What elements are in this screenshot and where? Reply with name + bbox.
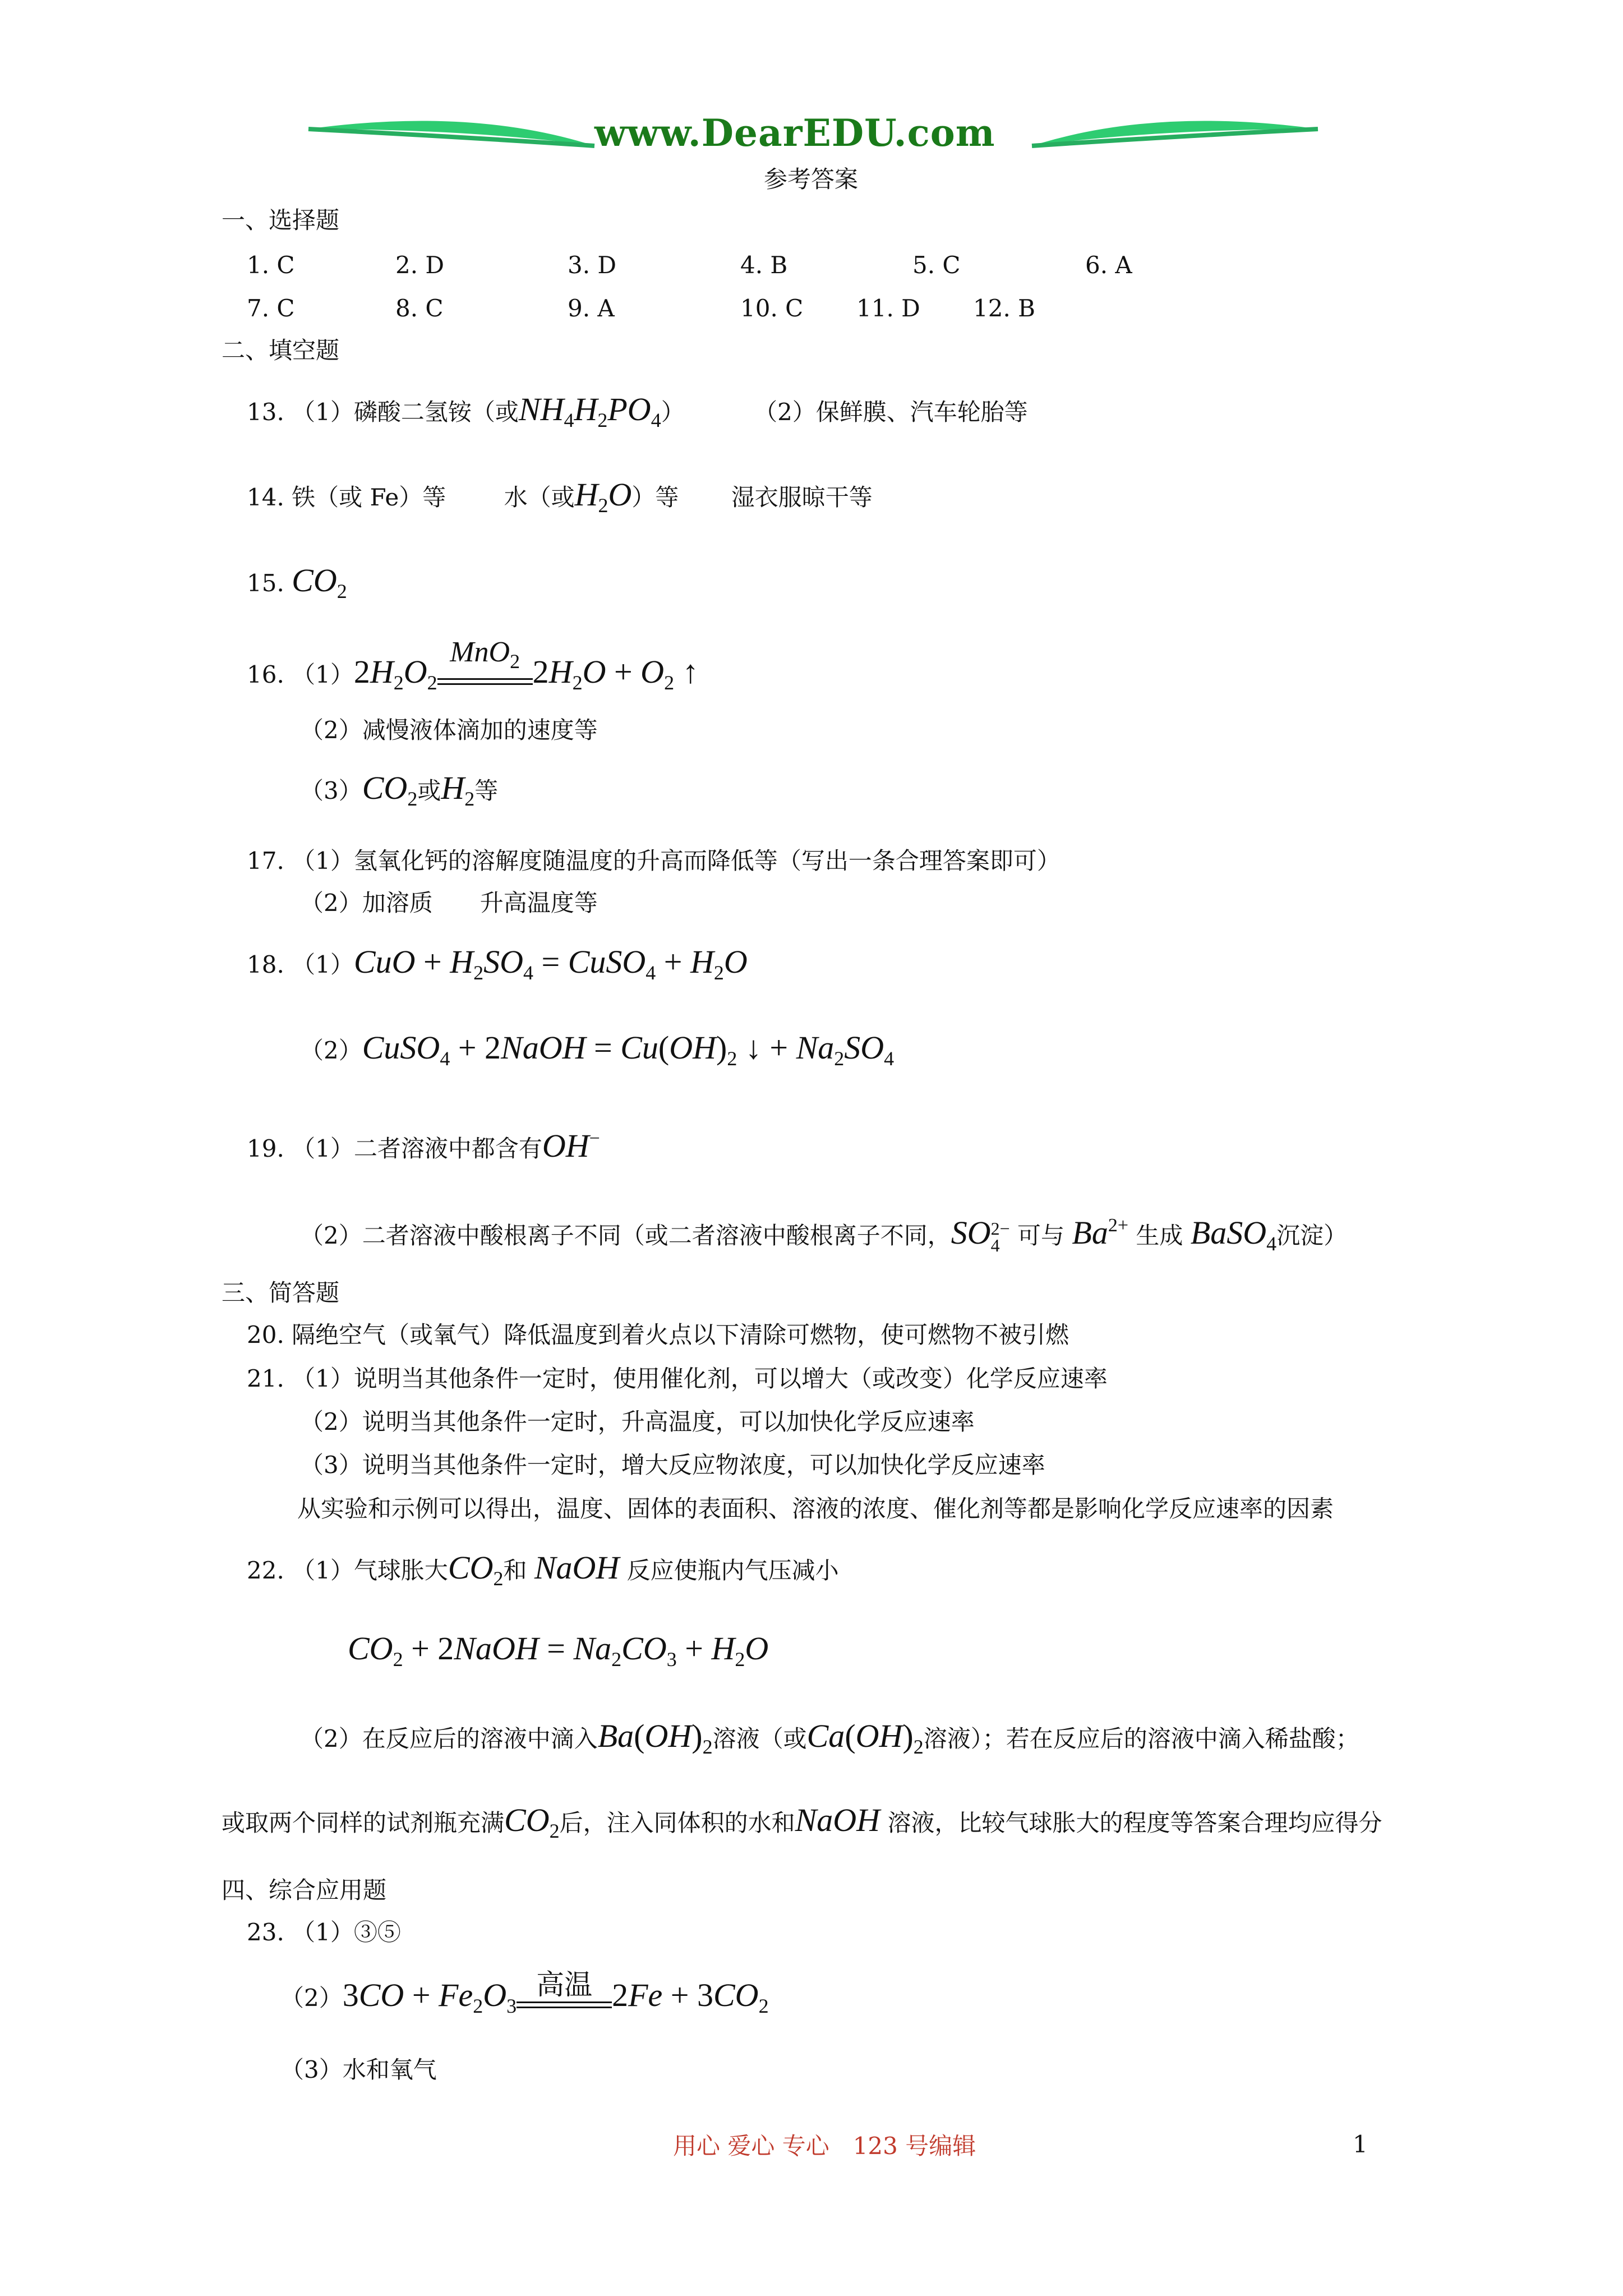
mc-answer: 12. B (973, 295, 1036, 322)
question-number: 23. (247, 1918, 284, 1946)
mc-answer: 3. D (568, 251, 617, 279)
q15-line (247, 564, 347, 608)
reaction-condition: MnO$_2$ (437, 637, 533, 700)
reaction-condition: 高温 (517, 1969, 612, 2023)
mc-answer: 5. C (912, 251, 961, 279)
q19-line: 19. （1）二者溶液中都含有OH− (247, 1128, 600, 1164)
q20-line: 20. 隔绝空气（或氧气）降低温度到着火点以下清除可燃物，使可燃物不被引燃 (247, 1321, 1069, 1349)
question-number: 21. (247, 1365, 284, 1392)
question-number: 19. (247, 1135, 284, 1162)
q18-line: 18. $(1)CuO + H_2SO_4$ = CuSO$_4$ + $H_2O$ (247, 944, 748, 984)
formula: $H_2$ (441, 770, 475, 810)
formula: $H_2O$ (574, 476, 632, 517)
formula: OH− (542, 1128, 600, 1164)
q19-part2: （2）二者溶液中酸根离子不同（或二者溶液中酸根离子不同，SO 2− 4 可与 $Ba^{2+}$ 生成 BaSO$_4$沉淀） (300, 1214, 1348, 1255)
formula: $Ca(OH)_2$ (806, 1718, 924, 1758)
formula: $CO_2$ (292, 562, 347, 602)
question-number: 18. (247, 951, 284, 978)
q22-equation (348, 1630, 768, 1671)
question-number: 17. (247, 847, 284, 875)
formula: $2Fe + 3CO_2$ (612, 1977, 769, 2017)
q17-line: 17. （1）氢氧化钙的溶解度随温度的升高而降低等（写出一条合理答案即可） (247, 847, 1061, 875)
formula: $CO_2$ (362, 770, 418, 810)
q22-line: 22. （1）气球胀大$CO_2$和 NaOH 反应使瓶内气压减小 (247, 1549, 839, 1590)
q23-part3: （3）水和氧气 (280, 2056, 437, 2083)
formula: NaOH (534, 1549, 620, 1586)
formula: $NH_4H_2PO_4$ (518, 391, 661, 431)
mc-answer: 7. C (247, 295, 295, 322)
q16-part2: （2）减慢液体滴加的速度等 (300, 716, 598, 744)
formula: $2H_2O_2$ (353, 654, 437, 694)
q21-part2: （2）说明当其他条件一定时，升高温度，可以加快化学反应速率 (300, 1408, 975, 1435)
question-number: 14. (247, 484, 284, 511)
question-number: 20. (247, 1321, 284, 1349)
formula: BaSO$_4$ (1190, 1214, 1277, 1255)
mc-answer: 2. D (395, 251, 445, 279)
q16-part3: $(3)CO_2$或$H_2$等 (300, 770, 499, 810)
page-number: 1 (1353, 2131, 1368, 2158)
mc-answer: 9. A (568, 295, 615, 322)
page-title: 参考答案 (764, 165, 859, 193)
footer-credit: 用心 爱心 专心 123 号编辑 (673, 2132, 976, 2160)
question-number: 13. (247, 398, 284, 426)
question-number: 22. (247, 1557, 284, 1584)
q21-part3: （3）说明当其他条件一定时，增大反应物浓度，可以加快化学反应速率 (300, 1451, 1045, 1479)
formula: $CO_2$ (448, 1549, 504, 1590)
section-heading-3: 三、简答题 (222, 1279, 340, 1306)
formula: NaOH (795, 1802, 880, 1838)
site-logo: www.DearEDU.com (594, 111, 995, 155)
mc-answer: 8. C (395, 295, 444, 322)
mc-answer: 10. C (740, 295, 804, 322)
section-heading-2: 二、填空题 (222, 337, 340, 364)
q23-part2: $(2)3CO + Fe_2O_3$ 高温 $2Fe + 3CO_2$ (280, 1969, 769, 2023)
q16-line: 16. $(1)2H_2O_2$ MnO$_2$ $2H_2O + O_2$ ↑ (247, 637, 699, 700)
formula: CuO + $H_2SO_4$ = CuSO$_4$ + $H_2O$ (353, 944, 748, 984)
mc-answer: 1. C (247, 251, 295, 279)
q22-part2: （2）在反应后的溶液中滴入$Ba(OH)_2$溶液（或$Ca(OH)_2$溶液）；若在反应后的溶液中滴入稀盐酸； (300, 1718, 1359, 1758)
formula: CuSO$_4$ + 2NaOH = $Cu(OH)_2$ ↓ + $Na_2SO_4$ (362, 1029, 895, 1070)
q21-line: 21. （1）说明当其他条件一定时，使用催化剂，可以增大（或改变）化学反应速率 (247, 1365, 1108, 1392)
q13-line: 13. （1）磷酸二氢铵（或$NH_4H_2PO_4$） （2）保鲜膜、汽车轮胎等 (247, 391, 1028, 431)
formula: SO 2− 4 (951, 1214, 1010, 1255)
q17-part2: （2）加溶质 升高温度等 (300, 889, 598, 917)
formula: $3CO + Fe_2O_3$ (342, 1977, 517, 2017)
mc-answer: 4. B (740, 251, 788, 279)
formula: $Ba^{2+}$ (1072, 1214, 1129, 1251)
formula: $CO_2$ (504, 1802, 560, 1842)
mc-answer: 11. D (856, 295, 920, 322)
q18-part2: （2）CuSO$_4$ + 2NaOH = $Cu(OH)_2$ ↓ + $Na_2SO_4$ (300, 1029, 895, 1070)
formula: $Ba(OH)_2$ (597, 1718, 713, 1758)
formula: $2H_2O + O_2$ ↑ (532, 654, 699, 694)
question-number: 16. (247, 661, 284, 688)
section-heading-4: 四、综合应用题 (222, 1876, 387, 1904)
q21-conclusion: 从实验和示例可以得出，温度、固体的表面积、溶液的浓度、催化剂等都是影响化学反应速率的因素 (297, 1495, 1334, 1522)
q22-part3: 或取两个同样的试剂瓶充满$CO_2$后，注入同体积的水和NaOH 溶液，比较气球胀大的程度等答案合理均应得分 (222, 1802, 1382, 1842)
formula: $CO_2$ + 2NaOH = $Na_2CO_3 + H_2O$ (348, 1630, 769, 1671)
section-heading-1: 一、选择题 (222, 206, 340, 234)
question-number: 15. (247, 569, 284, 597)
mc-answer: 6. A (1085, 251, 1132, 279)
q14-line: 14. 铁（或 Fe）等 水（或$H_2O$）等 湿衣服晾干等 (247, 476, 873, 517)
q23-line: 23. （1）③⑤ (247, 1918, 401, 1946)
